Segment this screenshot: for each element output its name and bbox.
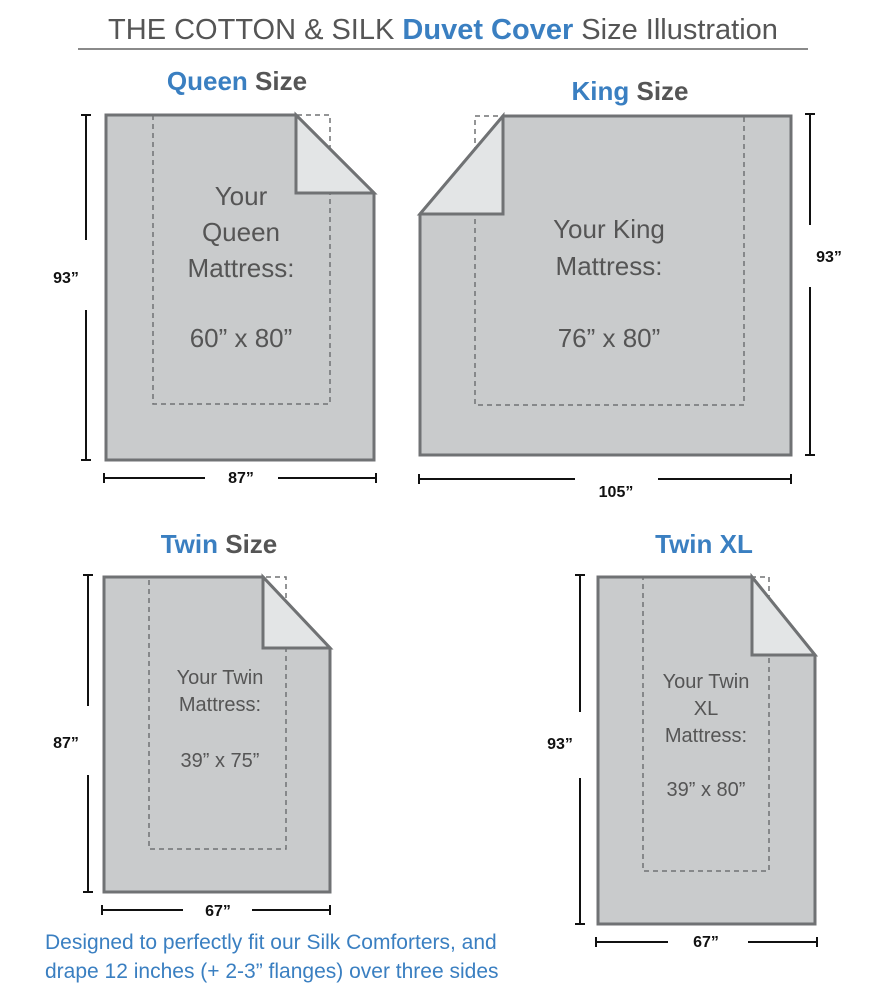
twin-height-label: 87” [53, 735, 79, 752]
king-width-label: 105” [598, 484, 634, 501]
twin-diagram [53, 529, 330, 920]
queen-folded-corner [296, 115, 374, 193]
twinxl-heading-emphasis: Twin XL [655, 529, 753, 559]
queen-heading-emphasis: Queen [166, 66, 248, 96]
twin-heading-suffix: Size [218, 529, 278, 559]
queen-mattress-dims: 60” x 80” [189, 323, 293, 353]
king-heading [571, 76, 688, 106]
twin-heading-emphasis: Twin [160, 529, 219, 559]
twin-mattress-dims: 39” x 75” [180, 750, 260, 772]
twinxl-mattress-dims: 39” x 80” [666, 779, 746, 801]
king-mattress-label-2: Mattress: [555, 251, 663, 281]
footer-note-line-1: Designed to perfectly fit our Silk Comforters, and [45, 931, 497, 954]
king-diagram [419, 76, 842, 501]
twinxl-mattress-label-1: Your Twin [662, 671, 750, 693]
title-emphasis: Duvet Cover [402, 14, 574, 46]
page-title [108, 14, 778, 46]
footer-note-line-2: drape 12 inches (+ 2-3” flanges) over three sides [45, 960, 499, 983]
king-folded-corner [420, 116, 503, 214]
twin-width-label: 67” [205, 903, 231, 920]
twinxl-mattress-label-3: Mattress: [664, 725, 748, 747]
queen-mattress-label-2: Queen [201, 217, 281, 247]
queen-height-label: 93” [53, 270, 79, 287]
queen-mattress-label-3: Mattress: [187, 253, 295, 283]
title-prefix: THE COTTON & SILK [108, 14, 403, 46]
king-heading-emphasis: King [571, 76, 630, 106]
twinxl-heading [655, 529, 753, 559]
queen-heading [167, 66, 307, 96]
title-suffix: Size Illustration [573, 14, 778, 46]
twin-folded-corner [263, 577, 330, 648]
twinxl-mattress-label-2: XL [693, 698, 719, 720]
king-mattress-label-1: Your King [553, 214, 665, 244]
twinxl-height-label: 93” [547, 736, 573, 753]
queen-mattress-label-1: Your [214, 181, 268, 211]
king-height-label: 93” [816, 249, 842, 266]
twin-heading [161, 529, 278, 559]
queen-diagram [53, 66, 376, 487]
queen-heading-suffix: Size [247, 66, 308, 96]
twin-mattress-label-1: Your Twin [176, 667, 264, 689]
twinxl-folded-corner [752, 577, 815, 655]
king-heading-suffix: Size [629, 76, 689, 106]
king-mattress-dims: 76” x 80” [557, 323, 661, 353]
twinxl-diagram [547, 529, 817, 951]
queen-width-label: 87” [228, 470, 254, 487]
twin-mattress-label-2: Mattress: [178, 694, 262, 716]
twinxl-width-label: 67” [693, 934, 719, 951]
